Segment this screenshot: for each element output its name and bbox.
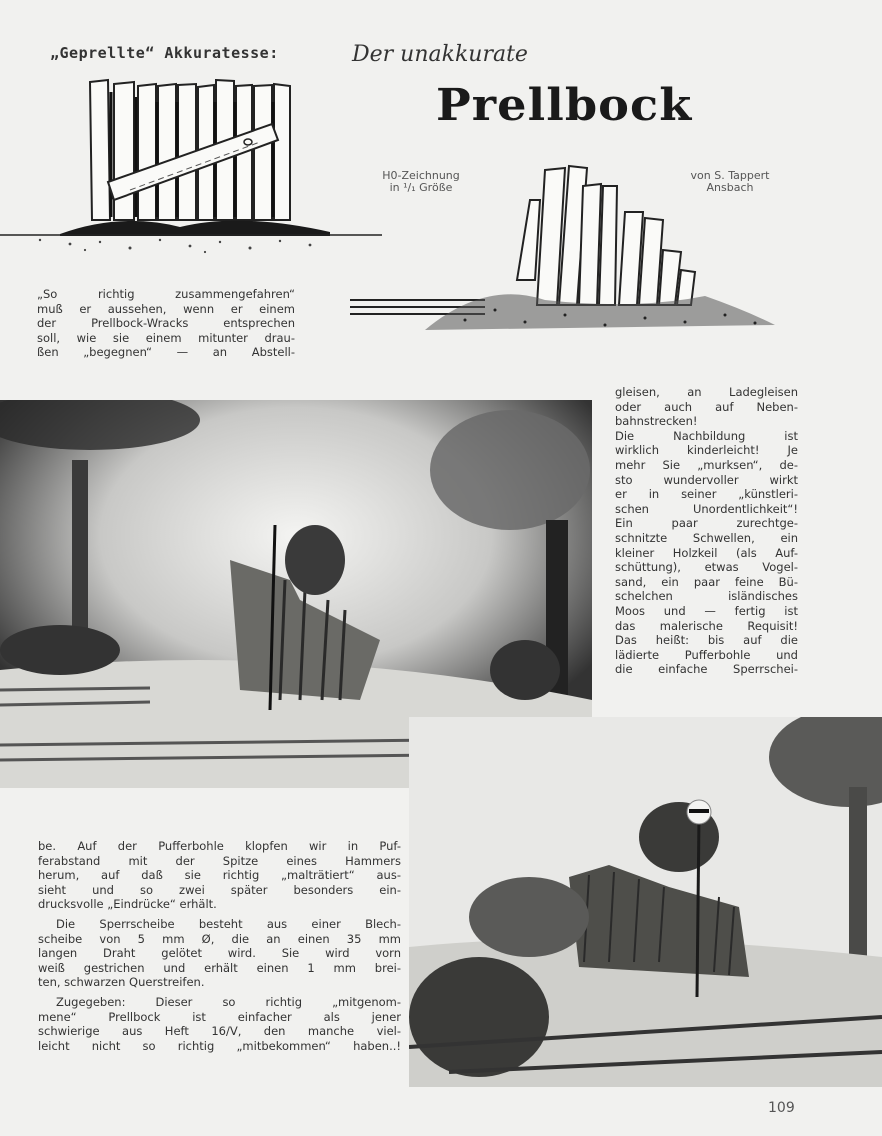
article-subtitle: Der unakkurate [352, 42, 528, 67]
text-line: gleisen, an Ladegleisen [615, 385, 798, 399]
caption-line: H0-Zeichnung [382, 169, 460, 182]
sleeper-planks [90, 80, 290, 220]
text-line: kleiner Holzkeil (als Auf- [615, 545, 798, 560]
text-line: weiß gestrichen und erhält einen 1 mm brei- [38, 960, 401, 975]
text-line: das malerische Requisit! [615, 618, 798, 633]
text-line: soll, wie sie einem mitunter drau- [37, 330, 295, 345]
text-line: Zugegeben: Dieser so richtig „mitgenom- [56, 994, 401, 1009]
text-line: be. Auf der Pufferbohle klopfen wir in Puf- [38, 839, 401, 853]
text-line: herum, auf daß sie richtig „malträtiert“ aus- [38, 868, 401, 883]
article-title: Prellbock [436, 80, 693, 131]
text-line: oder auch auf Neben- [615, 399, 798, 414]
text-line: Moos und — fertig ist [615, 603, 798, 618]
photo-2-image [409, 717, 882, 1087]
text-line: schwierige aus Heft 16/V, den manche viel- [38, 1024, 401, 1039]
text-line: ferabstand mit der Spitze eines Hammers [38, 853, 401, 868]
text-line: mehr Sie „murksen“, de- [615, 457, 798, 472]
text-line: Die Nachbildung ist [615, 428, 798, 443]
bottom-column-text [38, 839, 401, 1058]
text-line: „So richtig zusammengefahren“ [37, 287, 295, 301]
article-kicker: „Geprellte“ Akkuratesse: [50, 44, 279, 62]
text-line: muß er aussehen, wenn er einem [37, 301, 295, 316]
intro-paragraph [37, 287, 295, 360]
text-line: Ein paar zurechtge- [615, 516, 798, 531]
text-line: ßen „begegnen“ — an Abstell- [37, 345, 295, 360]
text-line: langen Draht gelötet wird. Sie wird vorn [38, 946, 401, 961]
text-line: Das heißt: bis auf die [615, 633, 798, 648]
text-line: bahnstrecken! [615, 414, 698, 429]
text-line: mene“ Prellbock ist einfacher als jener [38, 1009, 401, 1024]
text-line: der Prellbock-Wracks entsprechen [37, 316, 295, 331]
front-view-drawing [0, 72, 390, 262]
ballast [39, 239, 312, 253]
text-line: leicht nicht so richtig „mitbekommen“ haben..! [38, 1038, 401, 1053]
text-line: ten, schwarzen Querstreifen. [38, 975, 205, 990]
text-line: sieht und so zwei später besonders ein- [38, 882, 401, 897]
side-view-drawing [345, 160, 785, 350]
paragraph [38, 839, 401, 912]
text-line: schnitzte Schwellen, ein [615, 530, 798, 545]
text-line: schüttung), etwas Vogel- [615, 560, 798, 575]
text-line: scheibe von 5 mm Ø, die an einen 35 mm [38, 931, 401, 946]
paragraph [38, 995, 401, 1053]
author-location: Ansbach [706, 181, 754, 194]
author-name: von S. Tappert [690, 169, 770, 182]
text-line: Die Sperrscheibe besteht aus einer Blech- [56, 916, 401, 931]
text-line: drucksvolle „Eindrücke“ erhält. [38, 897, 217, 912]
text-line: schelchen isländisches [615, 589, 798, 604]
text-line: wirklich kinderleicht! Je [615, 443, 798, 458]
text-line: sto wundervoller wirkt [615, 472, 798, 487]
diorama-photo-2 [409, 717, 882, 1087]
text-line: sand, ein paar feine Bü- [615, 574, 798, 589]
text-line: lädierte Pufferbohle und [615, 647, 798, 662]
right-column-text [615, 385, 798, 677]
paragraph [38, 917, 401, 990]
standing-sleepers [517, 166, 695, 305]
page-number: 109 [768, 1100, 795, 1116]
text-line: die einfache Sperrschei- [615, 662, 798, 677]
text-line: schen Unordentlichkeit“! [615, 501, 798, 516]
grass [60, 221, 330, 236]
caption-line: in ¹/₁ Größe [389, 181, 453, 194]
text-line: er in seiner „künstleri- [615, 487, 798, 502]
